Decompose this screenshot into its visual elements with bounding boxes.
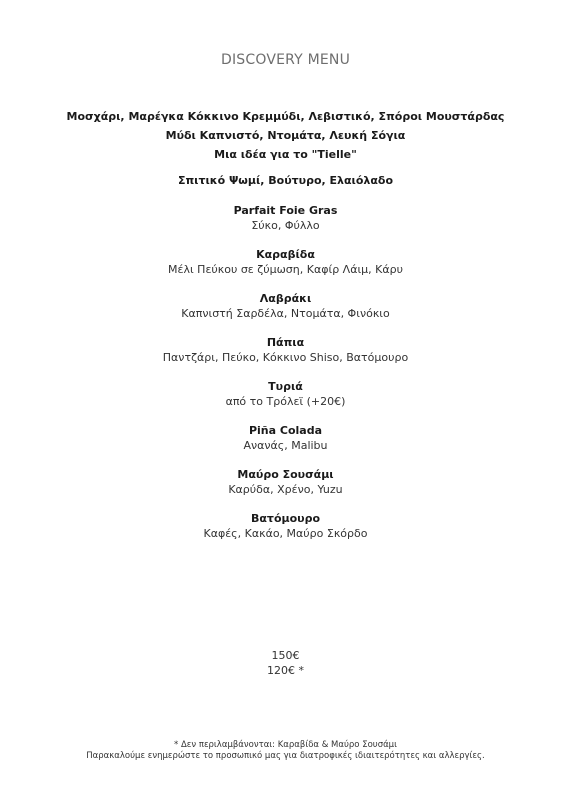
course-list (0, 203, 571, 555)
course-name: Parfait Foie Gras (233, 204, 338, 217)
course-item (0, 423, 571, 467)
course-description: Καφές, Κακάο, Μαύρο Σκόρδο (203, 527, 368, 540)
intro-line: Μοσχάρι, Μαρέγκα Κόκκινο Κρεμμύδι, Λεβιστικό, Σπόροι Μουστάρδας (66, 110, 505, 123)
course-item (0, 335, 571, 379)
course-description: Καρύδα, Χρένο, Yuzu (228, 483, 343, 496)
course-description: Παντζάρι, Πεύκο, Κόκκινο Shiso, Βατόμουρο (162, 351, 409, 364)
course-item (0, 379, 571, 423)
course-item (0, 511, 571, 555)
course-item (0, 467, 571, 511)
intro-block (0, 107, 571, 164)
intro-line: Μια ιδέα για το "Tielle" (214, 148, 357, 161)
price-reduced: 120€ * (267, 664, 304, 677)
menu-title: DISCOVERY MENU (220, 52, 351, 68)
course-item (0, 291, 571, 335)
footnote-allergies: Παρακαλούμε ενημερώστε το προσωπικό μας για διατροφικές ιδιαιτερότητες και αλλεργίες. (86, 751, 485, 761)
bread-line: Σπιτικό Ψωμί, Βούτυρο, Ελαιόλαδο (177, 174, 394, 187)
course-name: Λαβράκι (259, 292, 312, 305)
footnote-exclusions: * Δεν περιλαμβάνονται: Καραβίδα & Μαύρο Σουσάμι (174, 740, 397, 750)
course-item (0, 247, 571, 291)
course-name: Μαύρο Σουσάμι (237, 468, 334, 481)
course-name: Καραβίδα (256, 248, 315, 261)
footer-notes (0, 740, 571, 762)
course-name: Piña Colada (248, 424, 323, 437)
price-full: 150€ (271, 649, 300, 662)
course-name: Βατόμουρο (250, 512, 321, 525)
intro-line: Μύδι Καπνιστό, Ντομάτα, Λευκή Σόγια (165, 129, 406, 142)
course-description: Ανανάς, Malibu (243, 439, 328, 452)
course-description: Μέλι Πεύκου σε ζύμωση, Καφίρ Λάιμ, Κάρυ (168, 263, 403, 276)
course-description: από το Τρόλεϊ (+20€) (225, 395, 346, 408)
price-block (0, 648, 571, 678)
course-item (0, 203, 571, 247)
course-description: Καπνιστή Σαρδέλα, Ντομάτα, Φινόκιο (181, 307, 390, 320)
course-name: Τυριά (268, 380, 303, 393)
course-description: Σύκο, Φύλλο (251, 219, 320, 232)
course-name: Πάπια (266, 336, 305, 349)
